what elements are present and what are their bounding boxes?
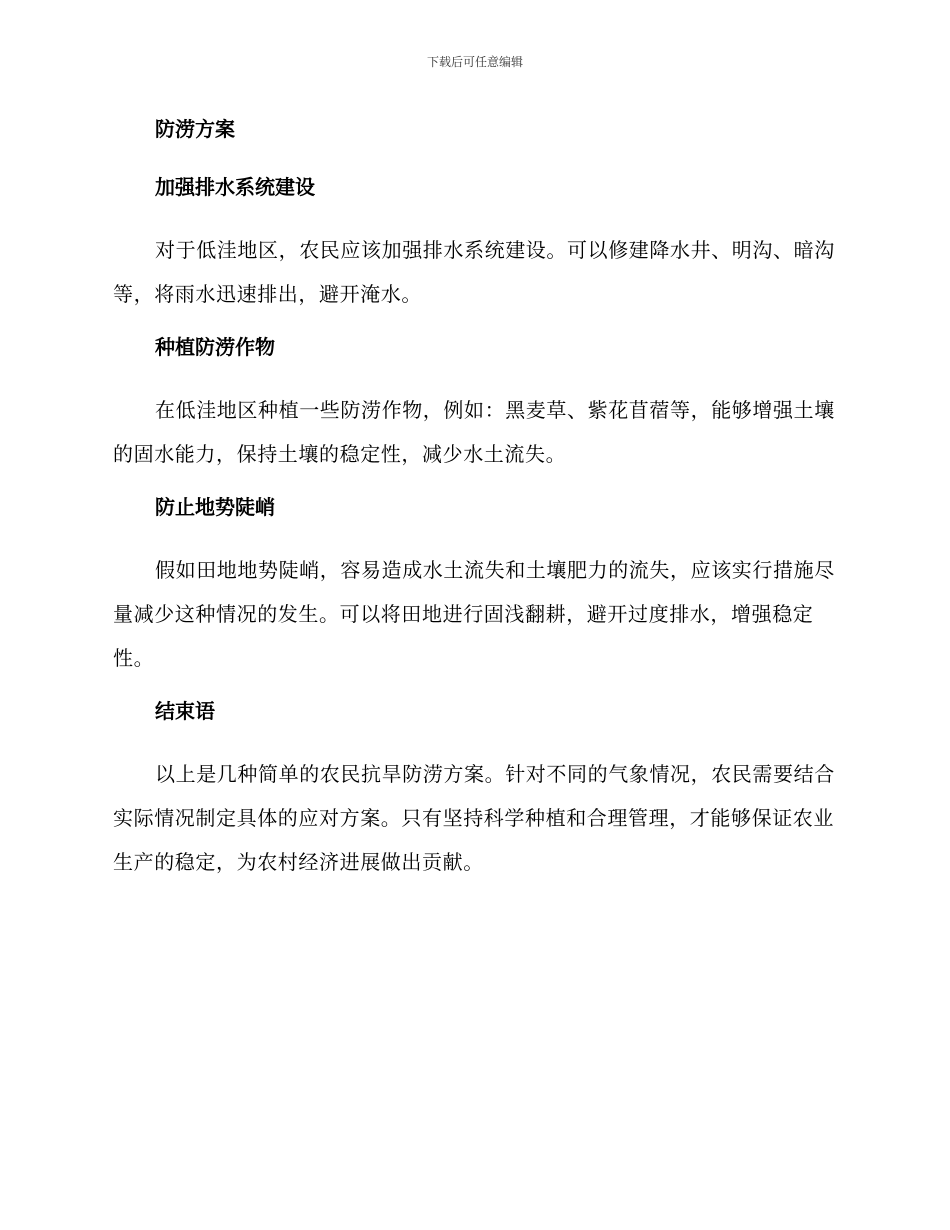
section-paragraph: 在低洼地区种植一些防涝作物，例如：黑麦草、紫花苜蓿等，能够增强土壤的固水能力，保持土壤的稳定性，减少水土流失。 [113, 398, 835, 466]
header-note: 下载后可任意编辑 [426, 55, 523, 69]
document-title: 防涝方案 [155, 117, 235, 141]
section-heading: 结束语 [155, 699, 215, 723]
section-heading: 种植防涝作物 [155, 335, 275, 359]
section-heading: 加强排水系统建设 [155, 175, 315, 199]
section-heading: 防止地势陡峭 [155, 495, 275, 519]
section-paragraph: 以上是几种简单的农民抗旱防涝方案。针对不同的气象情况，农民需要结合实际情况制定具体的应对方案。只有坚持科学种植和合理管理，才能够保证农业生产的稳定，为农村经济进展做出贡献。 [113, 762, 835, 874]
document-body [113, 112, 837, 898]
section-paragraph: 对于低洼地区，农民应该加强排水系统建设。可以修建降水井、明沟、暗沟等，将雨水迅速排出，避开淹水。 [113, 238, 835, 306]
section-paragraph: 假如田地地势陡峭，容易造成水土流失和土壤肥力的流失，应该实行措施尽量减少这种情况的发生。可以将田地进行固浅翻耕，避开过度排水，增强稳定性。 [113, 558, 835, 670]
